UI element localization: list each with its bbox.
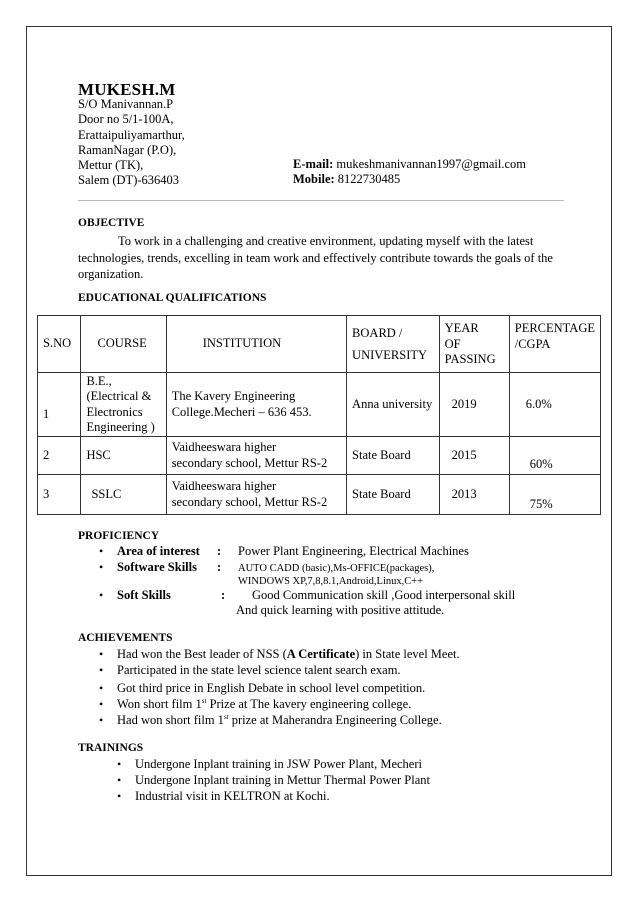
table-row: [38, 373, 601, 437]
percentage-header-line: PERCENTAGE: [514, 321, 595, 335]
column-header: INSTITUTION: [166, 316, 346, 373]
year-cell: 2013: [439, 475, 509, 515]
percentage-header-line: /CGPA: [514, 336, 551, 351]
institution-line: secondary school, Mettur RS-2: [171, 455, 328, 470]
proficiency-value-line: WINDOWS XP,7,8,8.1,Android,Linux,C++: [238, 576, 424, 587]
column-header: [439, 316, 509, 373]
bullet-icon: •: [99, 560, 104, 574]
address-line: Mettur (TK),: [78, 158, 144, 173]
header-divider: [78, 200, 564, 201]
column-header: COURSE: [81, 316, 166, 373]
address-line: Erattaipuliyamarthur,: [78, 127, 185, 142]
proficiency-colon: :: [221, 588, 226, 602]
proficiency-heading: PROFICIENCY: [78, 530, 160, 542]
objective-text: To work in a challenging and creative environment, updating myself with the latest technologies, trends, excelling in team work and effectively contribute towards the goals of the organization.: [78, 234, 553, 281]
course-cell: [81, 373, 166, 437]
achievement-item: Participated in the state level science talent search exam.: [117, 663, 401, 677]
board-header-line: BOARD /: [352, 326, 403, 340]
trainings-heading: TRAININGS: [78, 742, 144, 754]
institution-line: secondary school, Mettur RS-2: [171, 494, 328, 509]
bullet-icon: •: [99, 647, 104, 661]
institution-cell: [166, 475, 346, 515]
board-cell: State Board: [347, 437, 440, 475]
course-line: Electronics: [86, 404, 143, 419]
sno-cell: 2: [38, 437, 81, 475]
year-header-line: OF: [444, 336, 461, 351]
board-cell: Anna university: [347, 373, 440, 437]
achievement-text: Won short film 1: [117, 697, 202, 711]
institution-line: Vaidheeswara higher: [171, 440, 277, 454]
proficiency-label: Software Skills: [117, 560, 197, 574]
bullet-icon: •: [99, 697, 104, 711]
address-line: S/O Manivannan.P: [78, 97, 174, 111]
bullet-icon: •: [99, 663, 104, 677]
institution-cell: [166, 437, 346, 475]
mobile-label: Mobile:: [293, 172, 335, 187]
column-header: [509, 316, 600, 373]
course-line: B.E.,: [86, 373, 112, 388]
column-header: [347, 316, 440, 373]
course-cell: HSC: [81, 437, 166, 475]
achievement-item: [117, 713, 442, 728]
proficiency-label: Soft Skills: [117, 588, 171, 602]
percentage-cell: 60%: [509, 437, 600, 475]
training-item: Undergone Inplant training in JSW Power Plant, Mecheri: [135, 757, 422, 771]
column-header: S.NO: [38, 316, 81, 373]
achievement-text: Had won the Best leader of NSS (: [117, 647, 287, 661]
table-header-row: [38, 316, 601, 373]
objective-heading: OBJECTIVE: [78, 217, 145, 229]
bullet-icon: •: [99, 544, 104, 558]
achievement-item: Got third price in English Debate in school level competition.: [117, 681, 426, 695]
achievement-bold-text: A Certificate: [286, 647, 356, 661]
superscript: st: [223, 712, 229, 721]
bullet-icon: •: [117, 757, 122, 771]
address-line: Door no 5/1-100A,: [78, 112, 174, 127]
course-cell: SSLC: [81, 475, 166, 515]
table-row: [38, 437, 601, 475]
education-table: [37, 315, 601, 515]
table-row: [38, 475, 601, 515]
percentage-cell: 6.0%: [509, 373, 600, 437]
proficiency-value-line: Good Communication skill ,Good interpersonal skill: [252, 588, 516, 602]
achievement-text: Had won short film 1: [117, 713, 224, 727]
achievement-item: [117, 697, 411, 712]
email-address[interactable]: mukeshmanivannan1997@gmail.com: [336, 157, 527, 171]
institution-cell: [166, 373, 346, 437]
proficiency-value: Power Plant Engineering, Electrical Machines: [238, 544, 469, 558]
institution-line: The Kavery Engineering: [171, 389, 296, 403]
email-label: E-mail:: [293, 157, 334, 171]
address-line: RamanNagar (P.O),: [78, 142, 177, 157]
candidate-name: MUKESH.M: [78, 80, 176, 99]
board-cell: State Board: [347, 475, 440, 515]
training-item: Industrial visit in KELTRON at Kochi.: [135, 789, 330, 803]
achievement-item: [117, 647, 460, 662]
proficiency-value-line: AUTO CADD (basic),Ms-OFFICE(packages),: [238, 563, 435, 574]
course-line: Engineering ): [86, 420, 155, 434]
bullet-icon: •: [117, 773, 122, 787]
proficiency-label: Area of interest: [117, 544, 200, 558]
proficiency-value: [238, 562, 434, 588]
mobile-number: 8122730485: [337, 172, 401, 187]
proficiency-value-line: And quick learning with positive attitude.: [236, 603, 445, 617]
proficiency-value: [236, 588, 515, 618]
education-heading: EDUCATIONAL QUALIFICATIONS: [78, 292, 267, 304]
institution-line: Vaidheeswara higher: [171, 479, 277, 493]
board-header-line: UNIVERSITY: [352, 348, 428, 362]
year-cell: 2019: [439, 373, 509, 437]
year-cell: 2015: [439, 437, 509, 475]
course-line: (Electrical &: [86, 389, 152, 403]
institution-line: College.Mecheri – 636 453.: [171, 404, 312, 419]
bullet-icon: •: [99, 681, 104, 695]
contact-block: [293, 157, 526, 188]
proficiency-colon: :: [217, 560, 222, 574]
proficiency-colon: :: [217, 544, 222, 558]
percentage-cell: 75%: [509, 475, 600, 515]
bullet-icon: •: [117, 789, 122, 803]
sno-cell: 1: [38, 373, 81, 437]
bullet-icon: •: [99, 588, 104, 602]
training-item: Undergone Inplant training in Mettur Thermal Power Plant: [135, 773, 430, 787]
sno-cell: 3: [38, 475, 81, 515]
year-header-line: YEAR: [444, 321, 479, 335]
achievements-heading: ACHIEVEMENTS: [78, 632, 173, 644]
achievement-text: prize at Maherandra Engineering College.: [228, 713, 442, 727]
superscript: st: [201, 696, 207, 705]
achievement-text: ) in State level Meet.: [355, 647, 460, 661]
address-line: Salem (DT)-636403: [78, 173, 180, 188]
year-header-line: PASSING: [444, 352, 496, 366]
bullet-icon: •: [99, 713, 104, 727]
address-block: [78, 97, 278, 189]
achievement-text: Prize at The kavery engineering college.: [206, 697, 412, 711]
